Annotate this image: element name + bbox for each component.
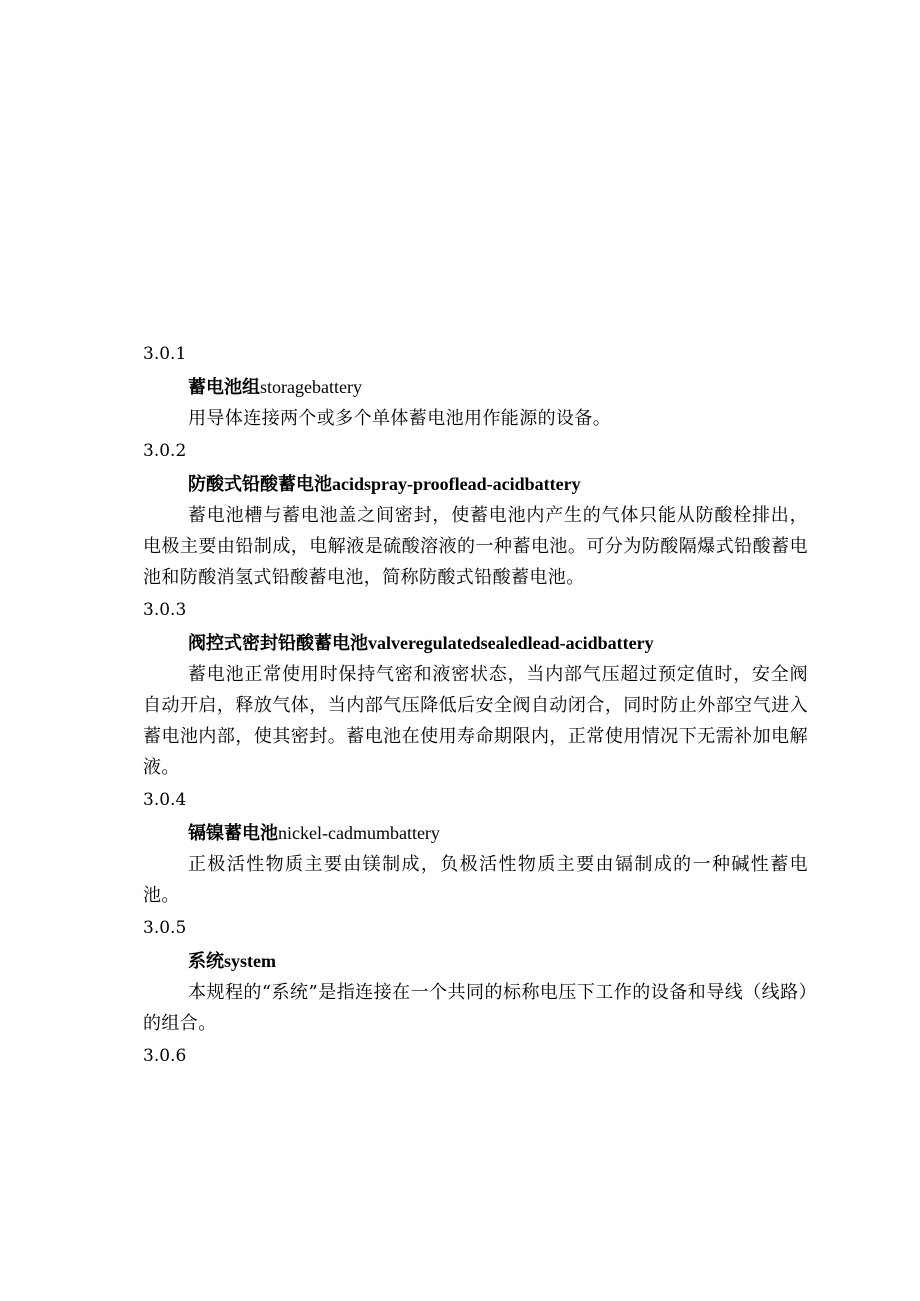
term-definition: 本规程的“系统”是指连接在一个共同的标称电压下工作的设备和导线（线路）的组合。 xyxy=(143,982,808,1034)
term-chinese: 蓄电池组 xyxy=(188,377,260,398)
term-title xyxy=(143,818,808,849)
term-chinese: 阀控式密封铅酸蓄电池 xyxy=(188,633,368,654)
term-english: acidspray-prooflead-acidbattery xyxy=(332,474,581,494)
term-english: valveregulatedsealedlead-acidbattery xyxy=(368,633,654,653)
clause-number-3-0-6: 3.0.6 xyxy=(143,1046,187,1066)
term-english: storagebattery xyxy=(260,377,362,397)
clause-number: 3.0.2 xyxy=(143,441,187,461)
clause-number: 3.0.1 xyxy=(143,344,187,364)
clause-number: 3.0.3 xyxy=(143,600,187,620)
term-definition: 蓄电池槽与蓄电池盖之间密封，使蓄电池内产生的气体只能从防酸栓排出，电极主要由铅制成，电解液是硫酸溶液的一种蓄电池。可分为防酸隔爆式铅酸蓄电池和防酸消氢式铅酸蓄电池，简称防酸式铅酸蓄电池。 xyxy=(143,505,808,588)
term-chinese: 防酸式铅酸蓄电池 xyxy=(188,474,332,495)
terms-section xyxy=(143,340,808,1074)
clause-number: 3.0.5 xyxy=(143,918,187,938)
term-english: system xyxy=(224,951,276,971)
term-title xyxy=(143,628,808,659)
term-entry-3-0-3 xyxy=(143,596,808,783)
term-entry-3-0-5 xyxy=(143,914,808,1039)
term-entry-3-0-4 xyxy=(143,786,808,911)
term-english: nickel-cadmumbattery xyxy=(278,823,440,843)
term-entry-3-0-2 xyxy=(143,437,808,593)
term-title xyxy=(143,372,808,403)
term-chinese: 镉镍蓄电池 xyxy=(188,823,278,844)
term-title xyxy=(143,946,808,977)
term-title xyxy=(143,469,808,500)
term-chinese: 系统 xyxy=(188,951,224,972)
term-definition: 用导体连接两个或多个单体蓄电池用作能源的设备。 xyxy=(188,408,612,429)
term-definition: 正极活性物质主要由镁制成，负极活性物质主要由镉制成的一种碱性蓄电池。 xyxy=(143,854,808,906)
clause-number: 3.0.4 xyxy=(143,790,187,810)
term-definition: 蓄电池正常使用时保持气密和液密状态，当内部气压超过预定值时，安全阀自动开启，释放气体，当内部气压降低后安全阀自动闭合，同时防止外部空气进入蓄电池内部，使其密封。蓄电池在使用寿命期限内，正常使用情况下无需补加电解液。 xyxy=(143,664,808,778)
term-entry-3-0-1 xyxy=(143,340,808,434)
